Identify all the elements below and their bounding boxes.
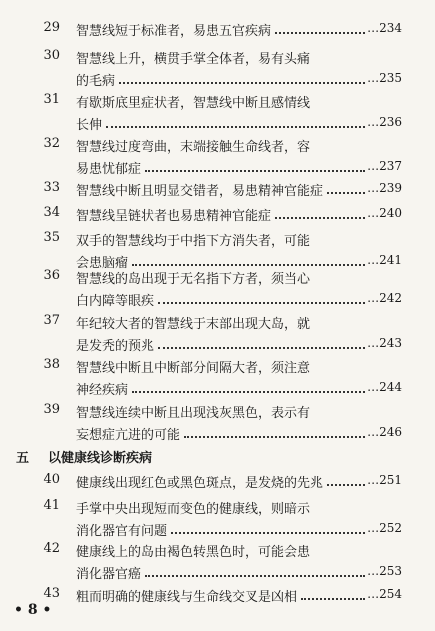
toc-entry-number: 36	[43, 268, 60, 283]
toc-entry-page: …235	[367, 71, 402, 85]
section-number: 五	[16, 451, 30, 466]
dot-leader	[119, 68, 365, 84]
toc-entry-page: …234	[367, 21, 402, 35]
toc-entry-title-line: 手掌中央出现短而变色的健康线，则暗示	[76, 502, 311, 517]
toc-entry-number: 38	[43, 357, 60, 372]
dot-leader	[158, 288, 365, 304]
toc-entry-title-line: 是发秃的预兆	[76, 339, 155, 354]
toc-entry-page: …239	[367, 181, 402, 195]
toc-entry-number: 42	[43, 541, 60, 556]
toc-entry-page: …240	[367, 206, 402, 220]
dot-leader	[106, 112, 365, 128]
toc-entry-page: …243	[367, 336, 402, 350]
toc-entry-title-line: 会患脑瘤	[76, 256, 129, 271]
toc-entry-number: 39	[43, 402, 60, 417]
dot-leader	[275, 203, 365, 219]
toc-entry-title-line: 有歇斯底里症状者，智慧线中断且感情线	[76, 96, 311, 111]
page-number: • 8 •	[14, 602, 52, 618]
toc-entry-page: …254	[367, 587, 402, 601]
toc-entry-title-line: 消化器官有问题	[76, 524, 168, 539]
dot-leader	[158, 333, 365, 349]
toc-entry-page: …242	[367, 291, 402, 305]
toc-entry-page: …244	[367, 380, 402, 394]
toc-entry-number: 35	[43, 230, 60, 245]
toc-entry-number: 33	[43, 180, 60, 195]
toc-entry-number: 40	[43, 472, 60, 487]
toc-entry-number: 31	[43, 92, 60, 107]
toc-entry-title-line: 智慧线连续中断且出现浅灰黑色，表示有	[76, 406, 311, 421]
toc-entry-title-line: 智慧线中断且明显交错者，易患精神官能症	[76, 184, 324, 199]
toc-entry-title-line: 智慧线呈链状者也易患精神官能症	[76, 209, 272, 224]
dot-leader	[145, 561, 365, 577]
toc-entry-number: 37	[43, 313, 60, 328]
dot-leader	[132, 250, 365, 266]
toc-entry-title-line: 智慧线过度弯曲，末端接触生命线者，容	[76, 140, 311, 155]
toc-entry-number: 34	[43, 205, 60, 220]
toc-entry-number: 32	[43, 136, 60, 151]
toc-entry-page: …253	[367, 564, 402, 578]
toc-entry-number: 41	[43, 498, 60, 513]
dot-leader	[275, 18, 365, 34]
section-title: 以健康线诊断疾病	[48, 451, 153, 466]
toc-entry-page: …236	[367, 115, 402, 129]
dot-leader	[132, 377, 365, 393]
dot-leader	[145, 156, 365, 172]
toc-entry-page: …251	[367, 473, 402, 487]
toc-entry-title-line: 白内障等眼疾	[76, 294, 155, 309]
dot-leader	[184, 422, 365, 438]
toc-entry-title-line: 的毛病	[76, 74, 116, 89]
toc-entry-page: …237	[367, 159, 402, 173]
toc-entry-title-line: 双手的智慧线均于中指下方消失者，可能	[76, 234, 311, 249]
toc-entry-page: …246	[367, 425, 402, 439]
toc-entry-number: 30	[43, 48, 60, 63]
dot-leader	[301, 584, 365, 600]
toc-entry-title-line: 智慧线中断且中断部分间隔大者，须注意	[76, 361, 311, 376]
toc-entry-title-line: 健康线出现红色或黑色斑点，是发烧的先兆	[76, 476, 324, 491]
toc-entry-title-line: 神经疾病	[76, 383, 129, 398]
toc-entry-title-line: 妄想症亢进的可能	[76, 428, 181, 443]
toc-entry-page: …252	[367, 521, 402, 535]
toc-entry-title-line: 智慧线短于标准者，易患五官疾病	[76, 24, 272, 39]
toc-entry-title-line: 消化器官癌	[76, 567, 142, 582]
toc-entry-page: …241	[367, 253, 402, 267]
toc-entry-number: 29	[43, 20, 60, 35]
toc-entry-title-line: 智慧线的岛出现于无名指下方者，须当心	[76, 272, 311, 287]
toc-entry-title-line: 易患忧郁症	[76, 162, 142, 177]
toc-entry-number: 43	[43, 586, 60, 601]
toc-entry-title-line: 智慧线上升，横贯手掌全体者，易有头痛	[76, 52, 311, 67]
dot-leader	[327, 470, 365, 486]
toc-entry-title-line: 长伸	[76, 118, 103, 133]
toc-entry-title-line: 健康线上的岛由褐色转黑色时，可能会患	[76, 545, 311, 560]
toc-entry-title-line: 年纪较大者的智慧线于末部出现大岛，就	[76, 317, 311, 332]
dot-leader	[327, 178, 365, 194]
toc-entry-title-line: 粗而明确的健康线与生命线交叉是凶相	[76, 590, 298, 605]
dot-leader	[171, 518, 365, 534]
